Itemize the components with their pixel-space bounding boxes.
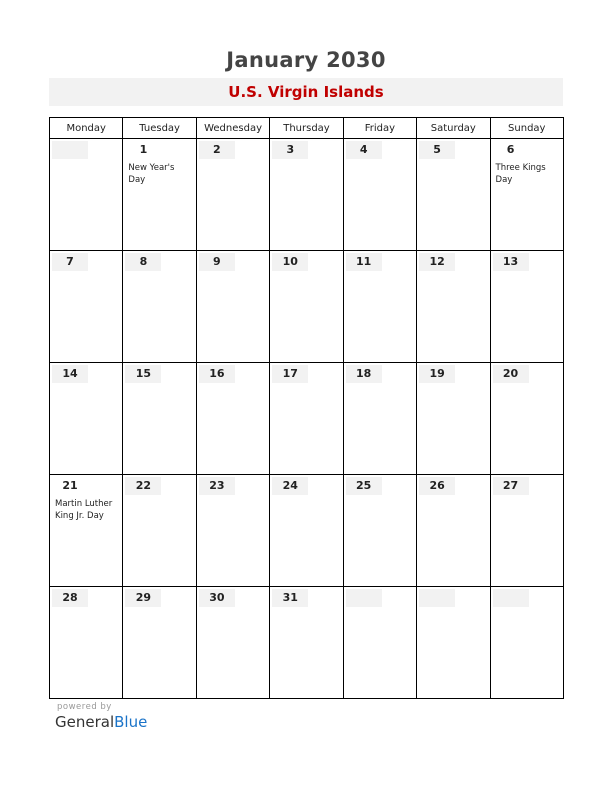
- day-cell[interactable]: [123, 475, 196, 587]
- day-number: 11: [346, 253, 382, 271]
- day-cell[interactable]: [270, 251, 343, 363]
- day-cell[interactable]: [196, 475, 269, 587]
- holiday-label: New Year's Day: [128, 163, 175, 185]
- day-cell[interactable]: [490, 587, 563, 699]
- day-cell[interactable]: [50, 139, 123, 251]
- country-name: U.S. Virgin Islands: [228, 83, 384, 101]
- day-number: 1: [125, 141, 161, 159]
- day-number: 17: [272, 365, 308, 383]
- day-number: 16: [199, 365, 235, 383]
- day-cell[interactable]: [417, 475, 490, 587]
- day-cell[interactable]: [343, 475, 416, 587]
- day-number: 8: [125, 253, 161, 271]
- day-cell[interactable]: [417, 363, 490, 475]
- day-number: 26: [419, 477, 455, 495]
- day-cell[interactable]: [123, 139, 196, 251]
- day-number: 12: [419, 253, 455, 271]
- day-number: 24: [272, 477, 308, 495]
- day-number: 10: [272, 253, 308, 271]
- day-number: 14: [52, 365, 88, 383]
- week-row: [50, 587, 564, 699]
- day-number: 30: [199, 589, 235, 607]
- day-cell[interactable]: [417, 251, 490, 363]
- brand-name-general: General: [55, 713, 115, 731]
- holiday-label: Martin Luther King Jr. Day: [55, 499, 113, 521]
- weekday-header: Friday: [343, 118, 416, 139]
- day-number: 13: [493, 253, 529, 271]
- calendar-title: January 2030: [226, 48, 386, 72]
- brand-name-blue: Blue: [114, 713, 148, 731]
- day-number: 27: [493, 477, 529, 495]
- weekday-header: Saturday: [417, 118, 490, 139]
- day-cell[interactable]: [50, 363, 123, 475]
- day-number: 7: [52, 253, 88, 271]
- day-cell[interactable]: [50, 475, 123, 587]
- holiday-label: Three Kings Day: [495, 163, 546, 185]
- day-cell[interactable]: [196, 587, 269, 699]
- day-number: 19: [419, 365, 455, 383]
- day-number: [52, 141, 88, 159]
- day-number: 21: [52, 477, 88, 495]
- day-number: [346, 589, 382, 607]
- day-number: 18: [346, 365, 382, 383]
- day-cell[interactable]: [123, 587, 196, 699]
- day-number: [419, 589, 455, 607]
- week-row: [50, 475, 564, 587]
- week-row: [50, 139, 564, 251]
- day-cell[interactable]: [50, 251, 123, 363]
- weekday-header: Wednesday: [196, 118, 269, 139]
- weekday-header: Sunday: [490, 118, 563, 139]
- week-row: [50, 251, 564, 363]
- day-cell[interactable]: [196, 251, 269, 363]
- day-number: 23: [199, 477, 235, 495]
- day-cell[interactable]: [50, 587, 123, 699]
- day-cell[interactable]: [270, 475, 343, 587]
- day-cell[interactable]: [270, 363, 343, 475]
- day-number: 22: [125, 477, 161, 495]
- day-cell[interactable]: [123, 251, 196, 363]
- country-banner: [49, 78, 563, 106]
- day-number: 2: [199, 141, 235, 159]
- week-row: [50, 363, 564, 475]
- day-number: 31: [272, 589, 308, 607]
- brand-logo[interactable]: [55, 713, 147, 731]
- day-number: 4: [346, 141, 382, 159]
- day-cell[interactable]: [196, 363, 269, 475]
- day-number: 5: [419, 141, 455, 159]
- day-number: 9: [199, 253, 235, 271]
- day-cell[interactable]: [343, 251, 416, 363]
- calendar-grid: [49, 117, 564, 699]
- weekday-header: Thursday: [270, 118, 343, 139]
- day-number: 6: [493, 141, 529, 159]
- day-cell[interactable]: [490, 475, 563, 587]
- day-cell[interactable]: [196, 139, 269, 251]
- day-cell[interactable]: [343, 587, 416, 699]
- powered-by-label: powered by: [57, 702, 112, 712]
- day-cell[interactable]: [123, 363, 196, 475]
- weekday-header: Monday: [50, 118, 123, 139]
- day-cell[interactable]: [270, 139, 343, 251]
- day-number: 29: [125, 589, 161, 607]
- day-number: 25: [346, 477, 382, 495]
- day-cell[interactable]: [490, 251, 563, 363]
- day-number: 3: [272, 141, 308, 159]
- day-cell[interactable]: [490, 139, 563, 251]
- day-cell[interactable]: [343, 363, 416, 475]
- weekday-header-row: [50, 118, 564, 139]
- day-number: 15: [125, 365, 161, 383]
- day-number: 28: [52, 589, 88, 607]
- day-number: 20: [493, 365, 529, 383]
- day-number: [493, 589, 529, 607]
- day-cell[interactable]: [343, 139, 416, 251]
- day-cell[interactable]: [270, 587, 343, 699]
- calendar-body: [50, 139, 564, 699]
- weekday-header: Tuesday: [123, 118, 196, 139]
- day-cell[interactable]: [417, 139, 490, 251]
- day-cell[interactable]: [490, 363, 563, 475]
- day-cell[interactable]: [417, 587, 490, 699]
